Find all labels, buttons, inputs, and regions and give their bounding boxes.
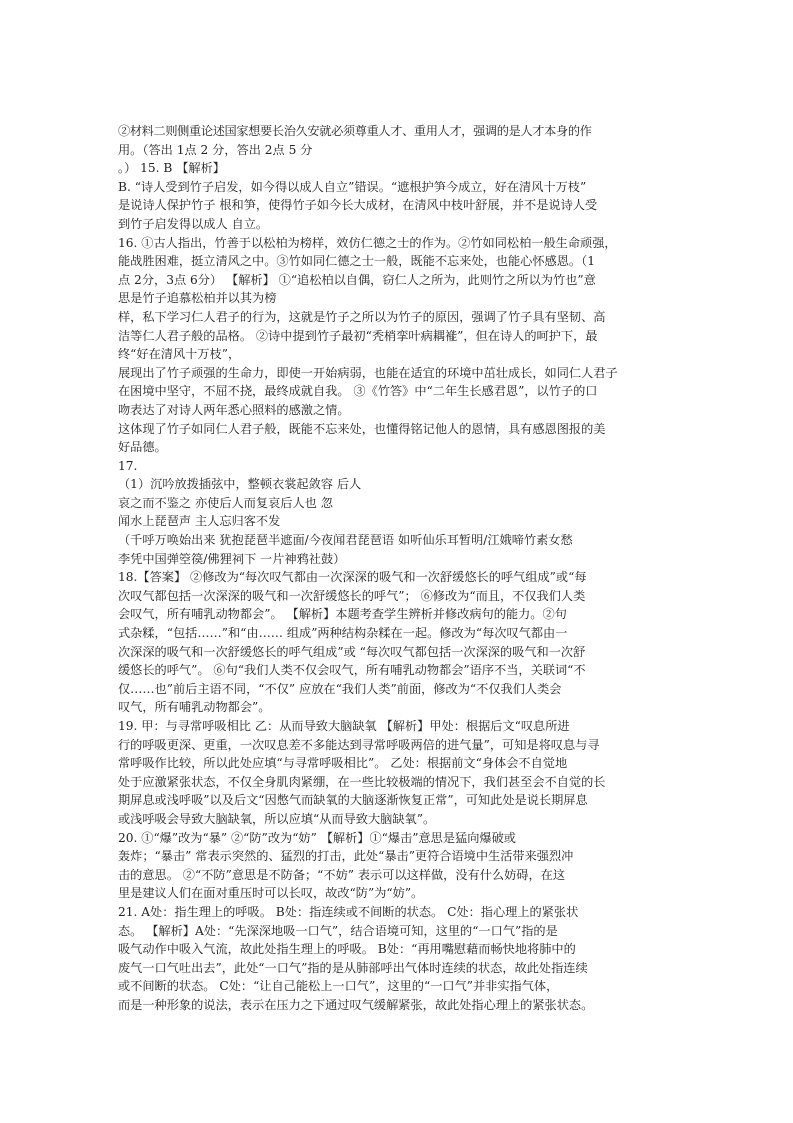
text-line: 21. A处：指生理上的呼吸。 B处：指连续或不间断的状态。 C处：指心理上的紧张状 [118,904,579,919]
text-line: 李凭中国弹箜篌/佛狸祠下 一片神鸦社鼓） [118,551,346,566]
text-line: 式杂糅，“包括……”和“由…… 组成”两种结构杂糅在一起。修改为“每次叹气都由一 [118,626,568,641]
text-line: 吻表达了对诗人两年悉心照料的感激之情。 [118,402,350,417]
text-line: 缓悠长的呼气”。 ⑥句“我们人类不仅会叹气，所有哺乳动物都会”语序不当，关联词“不 [118,663,586,678]
text-line: 吸气动作中吸入气流，故此处指生理上的呼吸。 B处：“再用嘴慰藉而畅快地将肺中的 [118,942,576,957]
answer-document-page [118,122,703,1015]
text-line: 17. [118,458,138,473]
text-line: 思是竹子追慕松柏并以其为榜 [118,291,277,306]
text-line: 态。 【解析】A处：“先深深地吸一口气”，结合语境可知，这里的“一口气”指的是 [118,923,558,938]
text-line: 里是建议人们在面对重压时可以长叹，故改“防”为“妨”。 [118,886,424,901]
text-line: 点 2分，3点 6分） 【解析】 ①“追松柏以自偶，窃仁人之所为，此则竹之所以为竹也”意 [118,272,596,287]
text-line: 次叹气都包括一次深深的吸气和一次舒缓悠长的呼气”； ⑥修改为“而且，不仅我们人类 [118,588,586,603]
text-line: 仅……也”前后主语不同，“不仅” 应放在“我们人类”前面，修改为“不仅我们人类会 [118,681,562,696]
text-line: 展现出了竹子顽强的生命力，即使一开始病弱，也能在适宜的环境中茁壮成长，如同仁人君子 [118,365,618,380]
text-line: 次深深的吸气和一次舒缓悠长的呼气组成”或 “每次叹气都包括一次深深的吸气和一次舒 [118,644,586,659]
text-line: 18.【答案】 ②修改为“每次叹气都由一次深深的吸气和一次舒缓悠长的呼气组成”或“每 [118,570,587,585]
text-line: 处于应激紧张状态，不仅全身肌肉紧绷，在一些比较极端的情况下，我们甚至会不自觉的长 [118,774,606,789]
text-line: 到竹子启发得以成人 自立。 [118,216,269,231]
text-line: 。） 15. B 【解析】 [118,161,225,176]
text-line: 轰炸；“暴击” 常表示突然的、猛烈的打击，此处“暴击”更符合语境中生活带来强烈冲 [118,849,574,864]
text-line: 会叹气，所有哺乳动物都会”。 【解析】本题考查学生辨析并修改病句的能力。②句 [118,607,567,622]
text-line: 洁等仁人君子般的品格。 ②诗中提到竹子最初“秃梢挛叶病耦褦”，但在诗人的呵护下，最 [118,328,598,343]
text-line: 用。（答出 1点 2 分，答出 2点 5 分 [118,142,313,157]
text-line: 19. 甲：与寻常呼吸相比 乙：从而导致大脑缺氧 【解析】甲处：根据后文“叹息所进 [118,719,570,733]
text-line: 能战胜困难，挺立清风之中。③竹如同仁德之士一般，既能不忘来处，也能心怀感恩。（1 [118,254,595,269]
text-line: 常呼吸作比较，所以此处应填“与寻常呼吸相比”。 乙处：根据前文“身体会不自觉地 [118,756,568,771]
text-line: 是说诗人保护竹子 根和笋，使得竹子如今长大成材，在清风中枝叶舒展，并不是说诗人受 [118,198,598,213]
text-line: 或浅呼吸会导致大脑缺氧，所以应填“从而导致大脑缺氧”。 [118,811,436,826]
text-line: 闻水上琵琶声 主人忘归客不发 [118,514,281,529]
text-line: 在困境中坚守，不屈不挠，最终成就自我。 ③《竹答》中“二年生长感君恩”，以竹子的口 [118,384,598,399]
text-line: 废气一口气吐出去”，此处“一口气”指的是从肺部呼出气体时连续的状态，故此处指连续 [118,960,588,975]
text-line: B. “诗人受到竹子启发，如今得以成人自立”错误。“遮根护笋今成立，好在清风十万枝” [118,179,587,194]
text-line: 哀之而不鉴之 亦使后人而复哀后人也 忽 [118,495,333,510]
text-line: 终“好在清风十万枝”， [118,347,241,362]
text-line: 16. ①古人指出，竹善于以松柏为榜样，效仿仁德之士的作为。②竹如同松柏一般生命顽强， [118,235,617,250]
text-line: 样，私下学习仁人君子的行为，这就是竹子之所以为竹子的原因，强调了竹子具有坚韧、高 [118,309,606,324]
text-line: 20. ①“爆”改为“暴” ②“防”改为“妨” 【解析】①“爆击”意思是猛向爆破或 [118,830,516,845]
text-line: （千呼万唤始出来 犹抱琵琶半遮面/今夜闻君琵琶语 如听仙乐耳暂明/江娥啼竹素女愁 [118,533,573,548]
text-line: 行的呼吸更深、更重，一次叹息差不多能达到寻常呼吸两倍的进气量”，可知是将叹息与寻 [118,737,600,752]
text-line: 期屏息或浅呼吸”以及后文“因憋气而缺氧的大脑逐渐恢复正常”，可知此处是说长期屏息 [118,793,588,808]
text-line: 叹气，所有哺乳动物都会”。 [118,700,271,715]
text-line: （1）沉吟放拨插弦中，整顿衣裳起敛容 后人 [118,477,362,492]
text-line: 而是一种形象的说法，表示在压力之下通过叹气缓解紧张，故此处指心理上的紧张状态。 [118,997,594,1012]
text-line: 或不间断的状态。 C处：“让自己能松上一口气”，这里的“一口气”并非实指气体， [118,979,559,994]
text-line: 好品德。 [118,440,167,455]
text-line: ②材料二则侧重论述国家想要长治久安就必须尊重人才、重用人才，强调的是人才本身的作 [118,124,592,138]
text-line: 这体现了竹子如同仁人君子般，既能不忘来处，也懂得铭记他人的恩情，具有感恩图报的美 [118,421,606,436]
text-line: 击的意思。 ②“不防”意思是不防备；“不妨” 表示可以这样做，没有什么妨碍，在这 [118,867,566,882]
